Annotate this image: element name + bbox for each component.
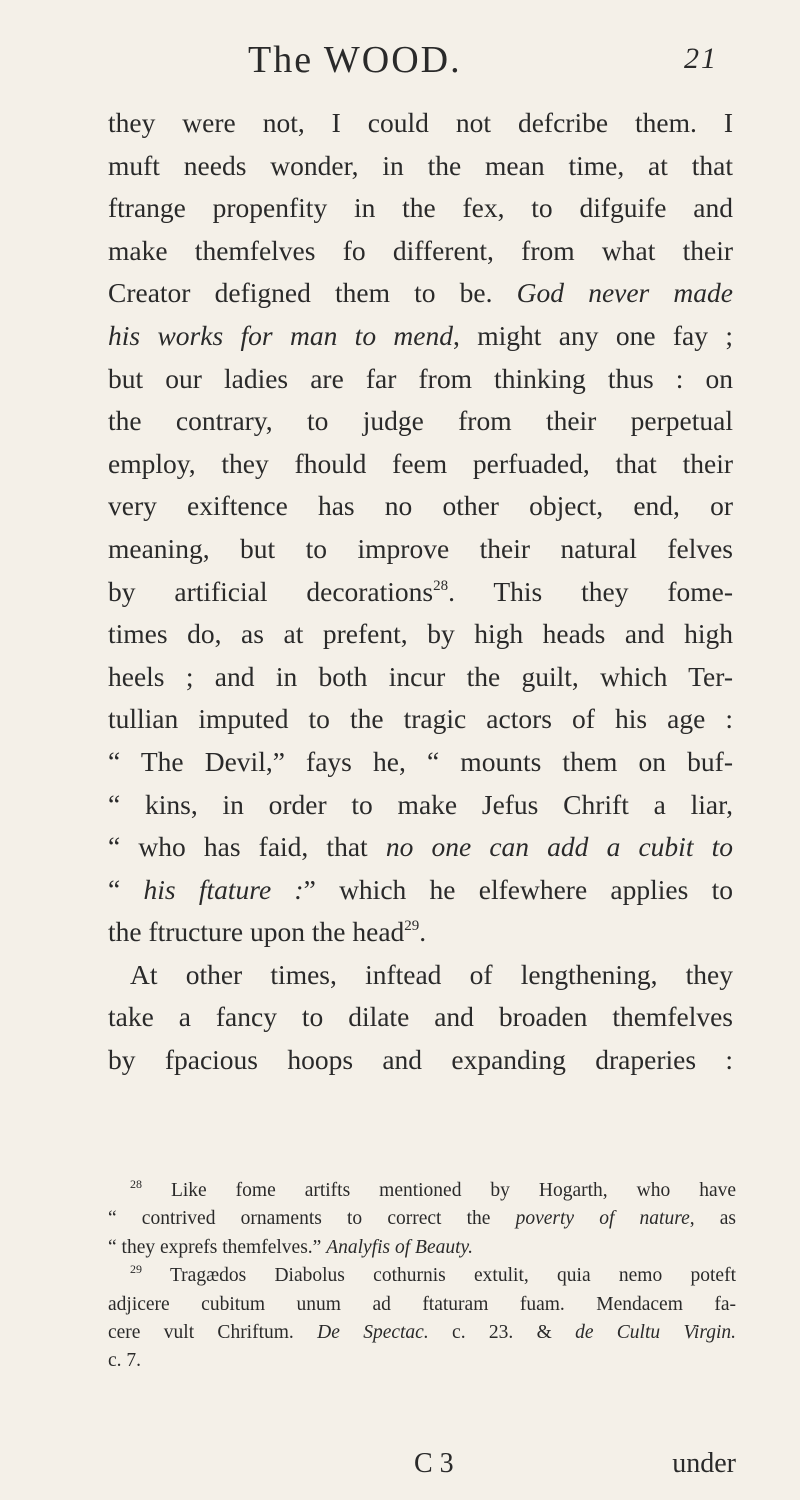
text-run: , as bbox=[689, 1208, 736, 1230]
text-run: de Cultu Virgin. bbox=[575, 1321, 737, 1343]
text-line bbox=[108, 400, 733, 443]
text-run: times do, as at prefent, by high heads and high bbox=[108, 618, 733, 650]
text-run: “ contrived ornaments to correct the bbox=[108, 1208, 516, 1230]
text-line bbox=[108, 996, 733, 1039]
text-run: Creator defigned them to be. bbox=[108, 277, 517, 309]
text-run: tullian imputed to the tragic actors of his age : bbox=[108, 703, 733, 735]
page-number: 21 bbox=[684, 42, 718, 75]
footnote-line bbox=[108, 1347, 736, 1375]
note-reference: 29 bbox=[130, 1262, 142, 1277]
note-reference: 28 bbox=[130, 1177, 142, 1191]
text-line bbox=[108, 187, 733, 230]
text-run: by fpacious hoops and expanding draperies : bbox=[108, 1044, 733, 1076]
footnote-line bbox=[108, 1205, 736, 1233]
text-line bbox=[108, 698, 733, 741]
text-run: “ kins, in order to make Jefus Chrift a liar, bbox=[108, 788, 733, 820]
text-line bbox=[108, 443, 733, 486]
text-line bbox=[108, 145, 733, 188]
text-run: “ bbox=[108, 873, 144, 905]
text-run: “ The Devil,” fays he, “ mounts them on buf- bbox=[108, 745, 733, 777]
footnote-line bbox=[108, 1291, 736, 1319]
footnote-line bbox=[108, 1262, 736, 1290]
text-run: God never made bbox=[516, 277, 733, 309]
text-run: take a fancy to dilate and broaden themfelves bbox=[108, 1001, 733, 1033]
text-run: “ they exprefs themfelves.” bbox=[108, 1236, 327, 1258]
text-run: c. 7. bbox=[108, 1350, 142, 1372]
text-run: no one can add a cubit to bbox=[385, 831, 733, 863]
text-line bbox=[108, 869, 733, 912]
text-line bbox=[108, 954, 733, 997]
text-run: but our ladies are far from thinking thus : on bbox=[108, 362, 733, 394]
text-line bbox=[108, 741, 733, 784]
text-line bbox=[108, 272, 733, 315]
note-reference: 28 bbox=[433, 577, 449, 594]
text-run: his ftature : bbox=[143, 873, 304, 905]
text-run: . This they fome- bbox=[448, 575, 733, 607]
text-line bbox=[108, 102, 733, 145]
text-line bbox=[108, 656, 733, 699]
text-run: meaning, but to improve their natural felves bbox=[108, 532, 733, 564]
text-line bbox=[108, 911, 733, 954]
catchword: under bbox=[672, 1448, 736, 1479]
text-line bbox=[108, 230, 733, 273]
text-run: De Spectac. bbox=[317, 1321, 429, 1343]
main-text bbox=[108, 102, 733, 1082]
text-run: make themfelves fo different, from what their bbox=[108, 234, 733, 266]
text-line bbox=[108, 358, 733, 401]
text-run: “ who has faid, that bbox=[108, 831, 386, 863]
text-run: poverty of nature bbox=[515, 1208, 690, 1230]
text-run: his works for man to mend bbox=[108, 319, 453, 351]
running-title: The WOOD. bbox=[248, 39, 462, 81]
text-run: muft needs wonder, in the mean time, at that bbox=[108, 149, 733, 181]
text-line bbox=[108, 613, 733, 656]
text-run: Tragædos Diabolus cothurnis extulit, quia nemo poteft bbox=[142, 1265, 736, 1287]
text-run: adjicere cubitum unum ad ftaturam fuam. Mendacem fa- bbox=[108, 1293, 736, 1315]
text-run: ftrange propenfity in the fex, to difguife and bbox=[108, 192, 733, 224]
text-run: heels ; and in both incur the guilt, which Ter- bbox=[108, 660, 733, 692]
text-run: Analyfis of Beauty. bbox=[326, 1236, 473, 1258]
text-run: the ftructure upon the head bbox=[108, 916, 405, 948]
signature-mark: C 3 bbox=[414, 1448, 454, 1479]
text-line bbox=[108, 571, 733, 614]
footnote-line bbox=[108, 1234, 736, 1262]
text-run: employ, they fhould feem perfuaded, that their bbox=[108, 447, 733, 479]
text-run: , might any one fay ; bbox=[453, 319, 734, 351]
text-line bbox=[108, 315, 733, 358]
text-line bbox=[108, 826, 733, 869]
running-header bbox=[248, 38, 800, 88]
text-run: the contrary, to judge from their perpetual bbox=[108, 405, 733, 437]
footnote-line bbox=[108, 1319, 736, 1347]
text-line bbox=[108, 528, 733, 571]
text-line bbox=[108, 1039, 733, 1082]
text-run: Like fome artifts mentioned by Hogarth, who have bbox=[142, 1180, 736, 1201]
text-run: they were not, I could not defcribe them. I bbox=[108, 107, 733, 138]
text-run: c. 23. & bbox=[428, 1321, 576, 1343]
text-run: by artificial decorations bbox=[108, 575, 434, 607]
text-run: very exiftence has no other object, end, or bbox=[108, 490, 733, 522]
text-run: . bbox=[419, 916, 427, 948]
footnote-line bbox=[108, 1177, 736, 1205]
text-run: ” which he elfewhere applies to bbox=[303, 873, 733, 905]
footnotes bbox=[108, 1177, 736, 1376]
page-footer bbox=[108, 1448, 736, 1488]
text-run: cere vult Chriftum. bbox=[108, 1321, 318, 1343]
text-line bbox=[108, 485, 733, 528]
text-run: At other times, inftead of lengthening, they bbox=[130, 958, 733, 990]
text-line bbox=[108, 784, 733, 827]
note-reference: 29 bbox=[404, 918, 420, 935]
